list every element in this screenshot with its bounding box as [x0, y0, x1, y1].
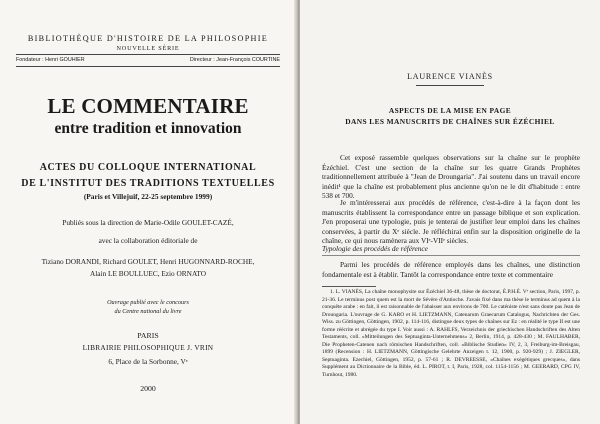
founder: Fondateur : Henri GOUHIER: [16, 57, 85, 63]
section-rule: [322, 255, 580, 256]
author-rule: [416, 85, 484, 86]
section-heading: Typologie des procédés de référence: [322, 244, 428, 253]
ouvrage-line-2: du Centre national du livre: [114, 308, 182, 315]
collaboration: avec la collaboration éditoriale de: [98, 236, 198, 245]
publication-year: 2000: [140, 384, 156, 393]
colloque-line-1: ACTES DU COLLOQUE INTERNATIONAL: [39, 162, 257, 173]
paragraph-1: Cet exposé rassemble quelques observations sur la chaîne sur le prophète Ézéchiel. C'est une section de la chaîne sur les quatre Grands Prophètes traditionnellement attribuée à "Jean de Droungaria". J'ai soutenu dans un travail encore inédit¹ que la chaîne est probablement plus ancienne qu'on ne le dit d'habitude : entre 538 et 700.: [322, 153, 580, 201]
book-title: LE COMMENTAIRE: [47, 94, 249, 118]
footnote-rule: [322, 286, 376, 287]
title-page: [0, 0, 296, 424]
colloque-dates: (Paris et Villejuif, 22-25 septembre 1999): [83, 192, 213, 201]
paragraph-2: Je m'intéresserai aux procédés de référence, c'est-à-dire à la façon dont les manuscrits établissent la correspondance entre un passage biblique et son explication. J'en proposerai une typologie, puis je tenterai de justifier leur emploi dans les chaînes conservées, à partir du Xᵉ siècle. Je réfléchirai enfin sur la disposition originelle de la chaîne, ce qui nous ramènera aux VIᵉ-VIIᵉ siècles.: [322, 198, 580, 246]
article-title-line-2: DANS LES MANUSCRITS DE CHAÎNES SUR ÉZÉCHIEL: [345, 116, 555, 126]
colloque-line-2: DE L'INSTITUT DES TRADITIONS TEXTUELLES: [21, 178, 275, 189]
publisher: LIBRAIRIE PHILOSOPHIQUE J. VRIN: [82, 343, 214, 352]
paragraph-3: Parmi les procédés de référence employés dans les chaînes, une distinction fondamentale est à établir. Tantôt la correspondance entre texte et commentaire: [322, 260, 580, 279]
city: PARIS: [137, 331, 159, 340]
article-title-line-1: ASPECTS DE LA MISE EN PAGE: [388, 106, 512, 115]
article-author: LAURENCE VIANÈS: [407, 72, 493, 81]
published-under: Publiés sous la direction de Marie-Odile GOULET-CAZÉ,: [62, 218, 234, 227]
editors-line-2: Alain LE BOULLUEC, Ezio ORNATO: [90, 269, 206, 278]
editors-line-1: Tiziano DORANDI, Richard GOULET, Henri HUGONNARD-ROCHE,: [41, 257, 255, 266]
publisher-address: 6, Place de la Sorbonne, Vᵉ: [108, 357, 188, 366]
series-subtitle: NOUVELLE SÉRIE: [116, 45, 180, 52]
director: Directeur : Jean-François COURTINE: [189, 57, 280, 63]
book-subtitle: entre tradition et innovation: [54, 120, 242, 137]
ouvrage-line-1: Ouvrage publié avec le concours: [107, 299, 189, 306]
series-title: BIBLIOTHÈQUE D'HISTOIRE DE LA PHILOSOPHIE: [27, 34, 269, 43]
ouvrage-note: [0, 298, 296, 316]
header-rule-bottom: [16, 66, 280, 67]
footnote: 1. L. VIANÈS, La chaîne monophysite sur Ézéchiel 36-48, thèse de doctorat, É.P.H.É. Vᵉ section, Paris, 1997, p. 21-36. Le terminus post quem est la mort de Sévère d'Antioche. J'avais fixé dans ma thèse le terminus ad quem à la conquête arabe : en fait, il est raisonnable de l'abaisser aux environs de 700. Le caténiste n'est sans doute pas Jean de Droungaria. L'ouvrage de G. KARO et H. LIETZMANN, Catenarum Graecarum Catalogus, Nachrichten der Ges. Wiss. zu Göttingen, Göttingen, 1902, p. 114-116, distingue deux types de chaînes sur Ez : en réalité le type II est une forme réécrite et abrégée du type I. Voir aussi : A. RAHLFS, Verzeichnis der griechischen Handschriften des Alten Testaments, coll. «Mitteilungen des Septuaginta-Unternehmens» 2, Berlin, 1914, p. 428-430 ; M. FAULHABER, Die Propheten-Catenen nach römischen Handschriften, coll. «Biblische Studien» IV, 2, 3, Freiburg-im-Breisgau, 1899 (Recension : H. LIETZMANN, Göttingische Gelehrte Anzeigen t. 12, 1900, p. 920-929) ; J. ZIEGLER, Septuaginta. Ezechiel, Göttingen, 1952, p. 57-61 ; R. DEVREESSE, «Chaînes exégétiques grecques», dans Supplément au Dictionnaire de la Bible, éd. L. PIROT, t. I, Paris, 1928, col. 1154-1156 ; M. GEERARD, CPG IV, Turnhout, 1980.: [322, 289, 580, 379]
article-title: [300, 106, 600, 127]
article-page: [300, 0, 600, 424]
header-rule: [16, 54, 280, 55]
colloque-title: [0, 160, 296, 192]
editors: [0, 256, 296, 280]
